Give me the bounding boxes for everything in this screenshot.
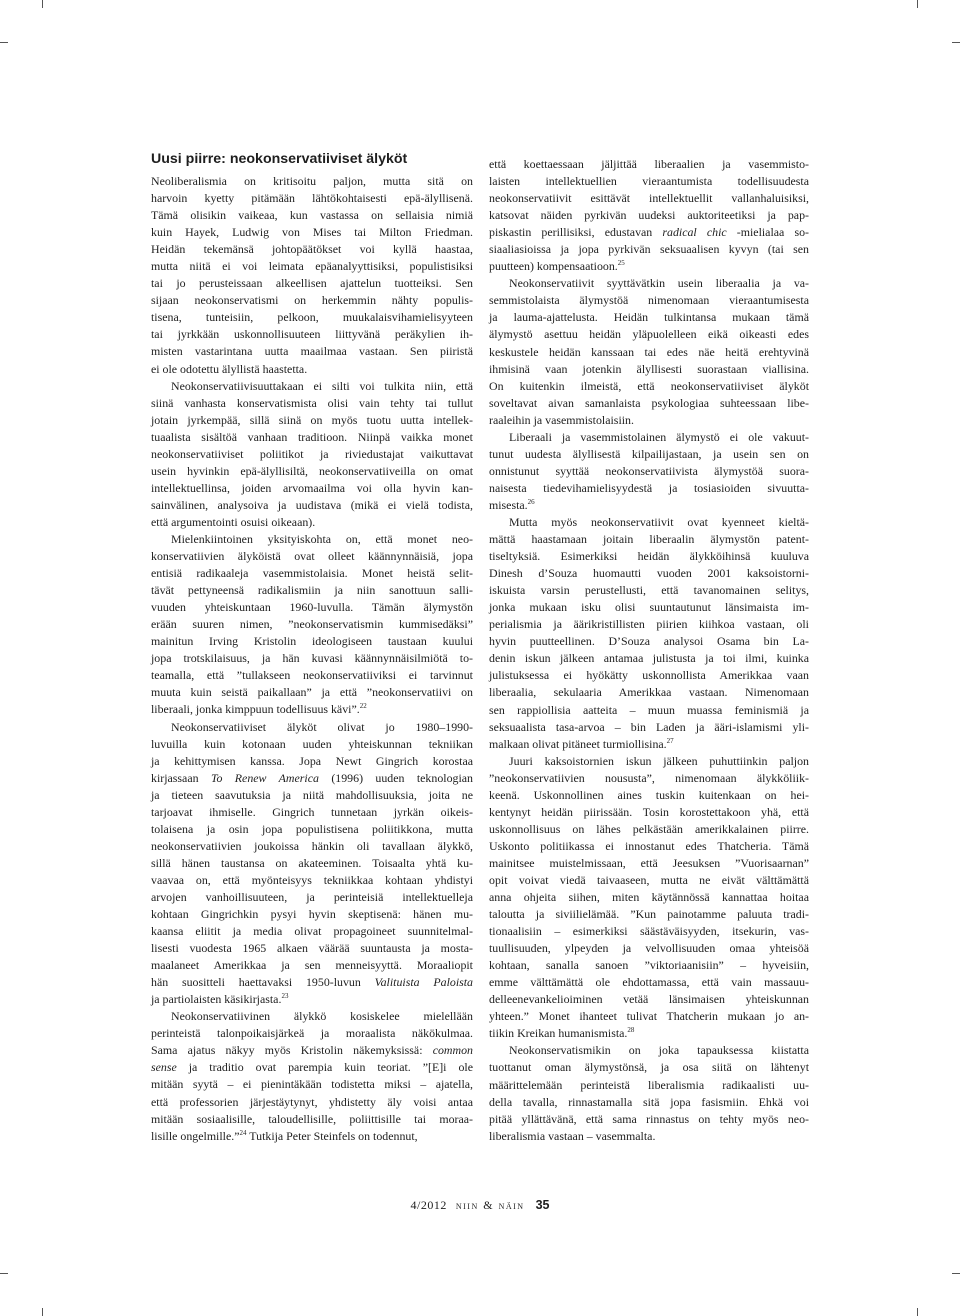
text-line — [151, 974, 473, 991]
footnote-ref: 27 — [666, 736, 674, 745]
crop-mark — [917, 1308, 918, 1316]
text-line: sillä hänen taustansa on akateeminen. Toisaalta yhtä ku- — [151, 855, 473, 870]
crop-mark — [0, 1273, 8, 1274]
text-fragment: tiikin Kreikan humanismista. — [489, 1026, 628, 1041]
text-line: taloutta ja siviilielämää. ”Kun painotamme paluuta tradi- — [489, 907, 809, 922]
footnote-ref: 23 — [281, 992, 289, 1001]
text-line: katsovat näiden pyrkivän uudeksi auktoriteetiksi ja pap- — [489, 208, 809, 223]
text-line: kaansa eliitit ja media olivat propagoineet suunnitelmal- — [151, 924, 473, 939]
text-line: Dinesh d’Souza huomautti vuoden 2001 kaksoistorni- — [489, 566, 809, 581]
text-line: lisesti vuodesta 1965 alkaen väärää suuntausta ja mosta- — [151, 941, 473, 956]
issue-number: 4/2012 — [410, 1198, 447, 1212]
footnote-ref: 26 — [527, 497, 535, 506]
text-line: ja lauma-ajattelusta. Heidän tulkintansa mukaan tämä — [489, 310, 809, 325]
text-line: Neokonservatiivit syyttävätkin usein liberaalia ja va- — [509, 276, 809, 291]
text-line: neokonservatiivit esittävät intellektuellit vallanhaluisiksi, — [489, 191, 809, 206]
text-line: tolaisena ja osin jopa populistisena poliitikkona, mutta — [151, 821, 473, 836]
text-line: siaaliasioissa ja jopa pyrkivän seksuaalisen kyvyn (tai sen — [489, 242, 809, 257]
text-line: Liberaali ja vasemmistolainen älymystö ei ole vakuut- — [509, 429, 809, 444]
left-column — [151, 150, 473, 1145]
text-fragment: ja partiolaisten käsikirjasta. — [151, 992, 282, 1007]
text-line: Heidän tekemänsä johtopäätökset voi kyllä haastaa, — [151, 242, 473, 257]
crop-mark — [952, 1273, 960, 1274]
text-line: ei ole odotettu älyllistä haastetta. — [151, 361, 308, 376]
text-line: pitää yllättävänä, että sama rinnastus on tehty myös neo- — [489, 1111, 809, 1126]
text-fragment: puutteen) kompensaatioon. — [489, 259, 618, 274]
footnote-ref: 24 — [239, 1128, 247, 1137]
text-line: tai jo perusteissaan alkeellisen ajattelun tuotteiksi. Sen — [151, 276, 473, 291]
text-line: neokonservatiiviset poliitikot ja riviedustajat vaikuttavat — [151, 446, 473, 461]
text-line — [489, 224, 809, 241]
text-line: denin iskun jälkeen antamaa julistusta ja toi ilmi, kuinka — [489, 651, 809, 666]
text-line: On kuitenkin ilmeistä, että neokonservatiiviset älyköt — [489, 378, 809, 393]
text-line: Neokonservatismikin on joka tapauksessa kiistatta — [509, 1043, 809, 1058]
text-line: semmistolaista älymystöä nimenomaan vieraantumisesta — [489, 293, 809, 308]
book-title: To Renew America — [210, 770, 319, 785]
text-line: neokonservatiivien joukoissa hänkin oli tavallaan älykkö, — [151, 838, 473, 853]
text-line: mitään syytä – ei pienintäkään todistetta miksi – ajatella, — [151, 1077, 473, 1092]
book-title: Valituista Paloista — [374, 975, 474, 990]
text-line: anna ohjeita siihen, miten käytännössä kannattaa hoitaa — [489, 890, 809, 905]
text-fragment: liberaali, jonka kimppuun todellisuus kävi”. — [151, 702, 360, 717]
text-line: uskonnollisuus on lähes pelkästään amerikkalainen piirre. — [489, 821, 809, 836]
text-line: arvojen vanhoillisuuteen, ja perinteisiä intellektuelleja — [151, 889, 473, 904]
text-line — [489, 736, 809, 753]
footnote-ref: 22 — [359, 702, 367, 711]
text-line: sen rappiollisia aatteita – muun muassa feminismiä ja — [489, 702, 809, 717]
text-line: sijaan neokonservatismi on herkemmin nähty populis- — [151, 293, 473, 308]
text-fragment: -mielialaa so- — [736, 225, 809, 240]
section-heading: Uusi piirre: neokonservatiiviset älyköt — [151, 151, 408, 167]
text-line: opit voivat viedä taivaaseen, mutta ne eivät välttämättä — [489, 872, 809, 887]
text-fragment: malkaan olivat pitäneet turmiollisina. — [489, 736, 667, 751]
text-line: jotain jyrkempää, sillä siinä on myös tuotu uutta intellek- — [151, 412, 473, 427]
footnote-ref: 28 — [627, 1026, 635, 1035]
text-line: misten vastarintana uutta maailmaa vastaan. Sen piiristä — [151, 344, 473, 359]
text-fragment: kirjassaan — [151, 770, 199, 785]
page-number: 35 — [535, 1198, 550, 1212]
text-line: Juuri kaksoistornien iskun jälkeen puhuttiinkin paljon — [509, 753, 809, 768]
text-fragment: ja traditio ovat parempia kuin teoriat. ”[E]i ole — [188, 1060, 473, 1075]
text-line: Mutta myös neokonservatiivit ovat kyenneet kieltä- — [509, 514, 809, 529]
text-line: harvoin kyetty pitämään lähtökohtaisesti epä-älyllisenä. — [151, 191, 473, 206]
text-line: julistuksessa ei hyökätty uskonnollista Amerikkaa vaan — [489, 668, 809, 683]
text-line: liberaalia, sekulaaria Amerikkaa vastaan. Nimenomaan — [489, 685, 809, 700]
text-line: intellektuellinsa, joiden arvomaailma voi olla hyvin kan- — [151, 480, 473, 495]
text-line — [489, 258, 809, 275]
text-line: mutta niitä ei voi leimata epäanalyyttisiksi, populistisiksi — [151, 259, 473, 274]
text-line: että argumentointi osuisi oikeaan). — [151, 514, 316, 529]
text-line — [489, 1025, 809, 1042]
magazine-name: niin & näin — [455, 1198, 525, 1212]
text-line: Uskonto politiikassa ei innostanut edes Thatcheria. Tämä — [489, 838, 809, 853]
text-line: seksuaalista tasa-arvoa – bin Laden ja ääri-islamismi yli- — [489, 719, 809, 734]
text-line: naisesta tiedevihamielisyydestä ja tosiasioiden sivuutta- — [489, 480, 809, 495]
text-line: Neokonservatiiviset älyköt olivat jo 1980–1990- — [171, 719, 473, 734]
text-line: siinä vanhasta konservatismista olisi vain tehty tai tullut — [151, 395, 473, 410]
text-line: jopa trotskilaisuus, ja hän kuvasi käännynnäisilmiötä to- — [151, 651, 473, 666]
text-line: että professorien järjestäytynyt, yhdistetty äly voisi antaa — [151, 1094, 473, 1109]
text-line: että koettaessaan jäljittää liberaalien ja vasemmisto- — [489, 157, 809, 171]
text-line: määrittelemään perinteistä liberalismia radikaalisti uu- — [489, 1077, 809, 1092]
text-fragment: Tutkija Peter Steinfels on todennut, — [249, 1128, 418, 1143]
text-line: kohtaan, sanalla sanoen ”viktoriaanisiin” – hyveisiin, — [489, 958, 809, 973]
text-line: entisiä radikaaleja vasemmistolaisia. Monet heistä selit- — [151, 566, 473, 581]
text-line — [151, 1128, 473, 1145]
text-line: ihmisinä vaan jotenkin älyllisesti suorastaan viallisina. — [489, 361, 809, 376]
page-footer — [380, 1198, 580, 1213]
text-line: tuullisuuden, ylpeyden ja velvollisuuden omaa yhteisöä — [489, 941, 809, 956]
emphasis: radical chic — [662, 225, 727, 240]
text-line: keskustele heidän kanssaan tai edes näe heitä erehtyvinä — [489, 344, 809, 359]
text-line: usein hyvinkin epä-älyllisiltä, neokonservatiiveilla on omat — [151, 463, 473, 478]
text-line: tarjoavat ihmiselle. Gingrich tunnetaan jyrkän oikeis- — [151, 804, 473, 819]
text-line: Tämä olisikin vaikeaa, kun vastassa on sellaisia nimiä — [151, 208, 473, 223]
text-line: perialismia ja äärikristillisten piirien kiihkoa vastaan, oli — [489, 617, 809, 632]
text-line: mitään sosiaalisille, taloudellisille, poliittisille tai moraa- — [151, 1111, 473, 1126]
text-line: kentynyt heidän piirissään. Tosin korostettakoon yhä, että — [489, 804, 809, 819]
text-line: soveltavat aivan samanlaista psykologiaa suhteessaan libe- — [489, 395, 809, 410]
text-line: muuta kuin seistä paikallaan” ja että ”neokonservatiivi on — [151, 685, 473, 700]
text-line: mainitsee muistelmissaan, että Jeesuksen ”Vuorisaarnan” — [489, 855, 809, 870]
text-line: emme välttämättä ole ehdottamassa, että vain massauu- — [489, 975, 809, 990]
text-line: tuottanut oman älymystönsä, ja osa siitä on lähtenyt — [489, 1060, 809, 1075]
text-line: luvuilla kuin kotonaan uuden yhteiskunnan tekniikan — [151, 736, 473, 751]
text-line — [151, 701, 473, 718]
text-line: delleenevankelioiminen vetää länsimaisen yhteiskunnan — [489, 992, 809, 1007]
text-line: konservatiivien älyköistä ovat olleet käännynnäisiä, jopa — [151, 549, 473, 564]
text-line: perinteistä talonpoikaisjärkeä ja moraalista näkökulmaa. — [151, 1026, 473, 1041]
text-line: tisena, tunteisiin, pelkoon, muukalaisvihamielisyyteen — [151, 310, 473, 325]
text-line: tunut uudesta älyllisestä kilpailijastaan, ja usein sen on — [489, 446, 809, 461]
text-line: tai jyrkkään uskonnollisuuteen liittyvänä peräkylien ih- — [151, 327, 473, 342]
text-line: Neokonservatiivisuuttakaan ei silti voi tulkita niin, että — [171, 378, 473, 393]
crop-mark — [917, 0, 918, 8]
text-line: tävät pettyneensä radikalismiin ja niin sanottuun salli- — [151, 583, 473, 598]
text-line: mättä haastamaan joitain liberaalin älymystön patent- — [489, 532, 809, 547]
text-fragment: misesta. — [489, 497, 528, 512]
text-line — [151, 1059, 473, 1076]
crop-mark — [42, 1308, 43, 1316]
text-line: sainvälinen, analysoiva ja uudistava (mikä ei vielä todista, — [151, 497, 473, 512]
text-line: ja kehittymisen kanssa. Jopa Newt Gingrich korostaa — [151, 753, 473, 768]
text-line: iskuista varsin perustellusti, että tavanomainen selitys, — [489, 583, 809, 598]
text-line: kohtaan Gingrichkin pysyi hyvin skeptisenä: hänen mu- — [151, 907, 473, 922]
text-line: Neokonservatiivinen älykkö kosiskelee mielellään — [171, 1009, 473, 1024]
text-line: Neoliberalismia on kritisoitu paljon, mutta sitä on — [151, 174, 473, 188]
text-fragment: piskastin perillisiksi, edustavan — [489, 225, 653, 240]
text-line: tuaalista sisältöä vanhaan traditioon. Niinpä vaikka monet — [151, 429, 473, 444]
text-line: älymystö asettuu heidän yläpuolelleen eikä oikeasti edes — [489, 327, 809, 342]
text-fragment: (1996) uuden teknologian — [331, 770, 473, 785]
text-line — [151, 1042, 473, 1059]
text-line: keenä. Uskonnollinen aines tuskin kuitenkaan on hei- — [489, 787, 809, 802]
text-line: vuuden yhteiskuntaan 1960-luvulla. Tämän älymystön — [151, 600, 473, 615]
crop-mark — [0, 42, 8, 43]
crop-mark — [42, 0, 43, 8]
text-line: tiseltyksiä. Esimerkiksi heidän älykköihinsä kuuluva — [489, 549, 809, 564]
text-line: raaleihin ja vasemmistolaisiin. — [489, 412, 634, 427]
crop-mark — [952, 42, 960, 43]
text-line: liberalismia vastaan – vasemmalta. — [489, 1128, 656, 1143]
right-column — [489, 156, 809, 1145]
text-line — [151, 991, 473, 1008]
text-line: ja tieteen saavutuksia ja niitä mahdollisuuksia, joita ne — [151, 787, 473, 802]
text-line: jonka mukaan isku olisi suuntautunut länsimaista im- — [489, 600, 809, 615]
text-line: hyvin puutteellinen. D’Souza analysoi Osama bin La- — [489, 634, 809, 649]
text-line: mainitun Irving Kristolin ideologiseen taustaan kuului — [151, 634, 473, 649]
text-line — [489, 497, 809, 514]
text-line: laisten intellektuellien vieraantumista todellisuudesta — [489, 174, 809, 189]
text-fragment: Sama ajatus näkyy myös Kristolin näkemyksissä: — [151, 1043, 423, 1058]
text-line: teamalla, että ”tullakseen neokonservatiiviksi ei tarvinnut — [151, 668, 473, 683]
text-fragment: lisille ongelmille.” — [151, 1128, 240, 1143]
text-line — [151, 770, 473, 787]
text-line: erään suuren nimen, ”neokonservatismin kummisedäksi” — [151, 617, 473, 632]
emphasis: sense — [151, 1060, 177, 1075]
text-fragment: hän suositteli haettavaksi 1950-luvun — [151, 975, 361, 990]
text-line: ”neokonservatiivien noususta”, nimenomaan älykköliik- — [489, 770, 809, 785]
text-line: yhteen.” Monet ihanteet tulivat Thatcherin mukaan jo an- — [489, 1009, 809, 1024]
text-line: Mielenkiintoinen yksityiskohta on, että monet neo- — [171, 531, 473, 546]
text-line: onnistunut syyttää neokonservatiivista älymystöä suora- — [489, 463, 809, 478]
emphasis: common — [432, 1043, 473, 1058]
text-line: della tavalla, rinnastamalla sitä jopa fasismiin. Ehkä voi — [489, 1094, 809, 1109]
text-line: kuin Hayek, Ludwig von Mises tai Milton Friedman. — [151, 225, 473, 240]
text-line: maalaneet Amerikkaa ja sen menneisyyttä. Moraaliopit — [151, 958, 473, 973]
footnote-ref: 25 — [617, 259, 625, 268]
text-line: vaavaa on, että myönteisyys tekniikkaa kohtaan yhdistyi — [151, 872, 473, 887]
text-line: tionaalisiin – esimerkiksi säästäväisyyden, itsekurin, vas- — [489, 924, 809, 939]
